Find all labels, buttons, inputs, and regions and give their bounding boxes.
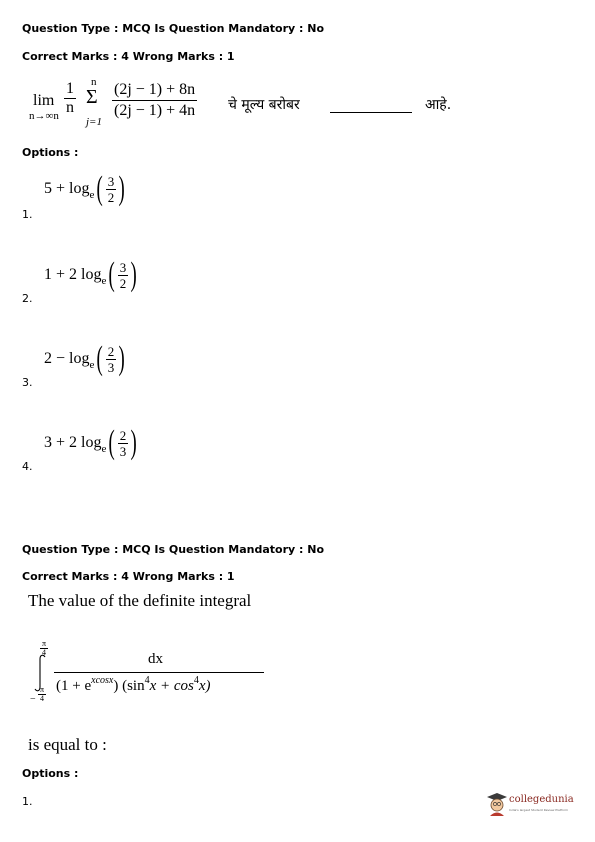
logo-wordmark: collegedunia bbox=[509, 794, 574, 805]
option-2-frac-den: 2 bbox=[119, 275, 127, 291]
sum-expression bbox=[112, 80, 197, 121]
q1-option-1-number: 1. bbox=[22, 208, 33, 221]
option-2-base: e bbox=[101, 275, 107, 287]
sum-lower: j=1 bbox=[86, 116, 102, 128]
option-4-frac-den: 3 bbox=[119, 443, 127, 459]
expr-numerator: (2j − 1) + 8n bbox=[114, 81, 196, 98]
option-4-base: e bbox=[101, 443, 107, 455]
option-2-frac-num: 3 bbox=[119, 259, 127, 275]
lower-limit bbox=[38, 686, 46, 703]
lim-text: lim bbox=[33, 92, 55, 109]
option-4-fraction bbox=[118, 428, 129, 459]
integrand-numerator: dx bbox=[148, 651, 163, 667]
q1-header: Question Type : MCQ Is Question Mandatory : No bbox=[22, 22, 325, 35]
option-2-fraction bbox=[118, 260, 129, 291]
lower-limit-num: π bbox=[40, 685, 45, 694]
marathi-end: आहे. bbox=[425, 97, 452, 113]
q1-option-3-number: 3. bbox=[22, 376, 33, 389]
option-4-prefix: 3 + 2 log bbox=[44, 434, 102, 451]
q2-marks: Correct Marks : 4 Wrong Marks : 1 bbox=[22, 570, 235, 583]
left-paren: ( bbox=[96, 340, 104, 377]
q1-option-1[interactable] bbox=[44, 172, 128, 206]
student-avatar-icon bbox=[486, 792, 508, 816]
fraction-bar bbox=[54, 672, 264, 673]
option-1-fraction bbox=[106, 174, 117, 205]
left-paren: ( bbox=[96, 170, 104, 207]
sum-symbol: Σ bbox=[86, 86, 98, 108]
option-3-frac-den: 3 bbox=[107, 359, 115, 375]
den-power-1: 4 bbox=[144, 675, 150, 686]
blank-line bbox=[330, 112, 412, 113]
lim-subscript: n→∞n bbox=[29, 110, 59, 122]
option-3-fraction bbox=[106, 344, 117, 375]
option-3-base: e bbox=[89, 359, 95, 371]
q1-marks: Correct Marks : 4 Wrong Marks : 1 bbox=[22, 50, 235, 63]
right-paren: ) bbox=[118, 340, 125, 377]
left-paren: ( bbox=[108, 256, 116, 293]
option-1-frac-den: 2 bbox=[107, 189, 115, 205]
q2-options-label: Options : bbox=[22, 767, 79, 780]
q2-tail: is equal to : bbox=[28, 735, 107, 754]
den-part-1: (1 + e bbox=[56, 678, 92, 694]
option-1-frac-num: 3 bbox=[107, 173, 115, 189]
sum-upper: n bbox=[91, 76, 97, 88]
q2-option-1-number: 1. bbox=[22, 795, 33, 808]
expr-denominator: (2j − 1) + 4n bbox=[114, 102, 196, 119]
lower-limit-den: 4 bbox=[38, 694, 46, 703]
den-part-4: x) bbox=[198, 678, 211, 694]
option-2-prefix: 1 + 2 log bbox=[44, 266, 102, 283]
marathi-text: चे मूल्य बरोबर bbox=[228, 97, 300, 113]
q1-option-2[interactable] bbox=[44, 258, 140, 292]
one-over-n-num: 1 bbox=[66, 80, 74, 97]
lower-limit-sign: − bbox=[30, 694, 36, 705]
one-over-n-den: n bbox=[66, 99, 74, 116]
left-paren: ( bbox=[108, 424, 116, 461]
q1-option-4-number: 4. bbox=[22, 460, 33, 473]
collegedunia-logo bbox=[486, 790, 576, 820]
upper-limit-den: 4 bbox=[40, 648, 48, 657]
option-4-frac-num: 2 bbox=[119, 427, 127, 443]
option-3-frac-num: 2 bbox=[107, 343, 115, 359]
den-part-2: ) (sin bbox=[113, 678, 145, 694]
q1-option-3[interactable] bbox=[44, 342, 128, 376]
q1-option-2-number: 2. bbox=[22, 292, 33, 305]
option-1-prefix: 5 + log bbox=[44, 180, 90, 197]
den-power-2: 4 bbox=[193, 675, 199, 686]
logo-tagline: India's largest Student Review Platform bbox=[509, 808, 569, 812]
right-paren: ) bbox=[118, 170, 125, 207]
right-paren: ) bbox=[130, 256, 137, 293]
q2-header: Question Type : MCQ Is Question Mandatory : No bbox=[22, 543, 325, 556]
option-3-prefix: 2 − log bbox=[44, 350, 90, 367]
integrand-denominator bbox=[56, 675, 211, 695]
q2-stem: The value of the definite integral bbox=[28, 591, 252, 610]
den-part-3: x + cos bbox=[149, 678, 194, 694]
q1-options-label: Options : bbox=[22, 146, 79, 159]
right-paren: ) bbox=[130, 424, 137, 461]
one-over-n bbox=[64, 80, 76, 117]
upper-limit-num: π bbox=[42, 639, 47, 648]
den-exponent: xcosx bbox=[91, 675, 114, 686]
option-1-base: e bbox=[89, 189, 95, 201]
q1-option-4[interactable] bbox=[44, 426, 140, 460]
